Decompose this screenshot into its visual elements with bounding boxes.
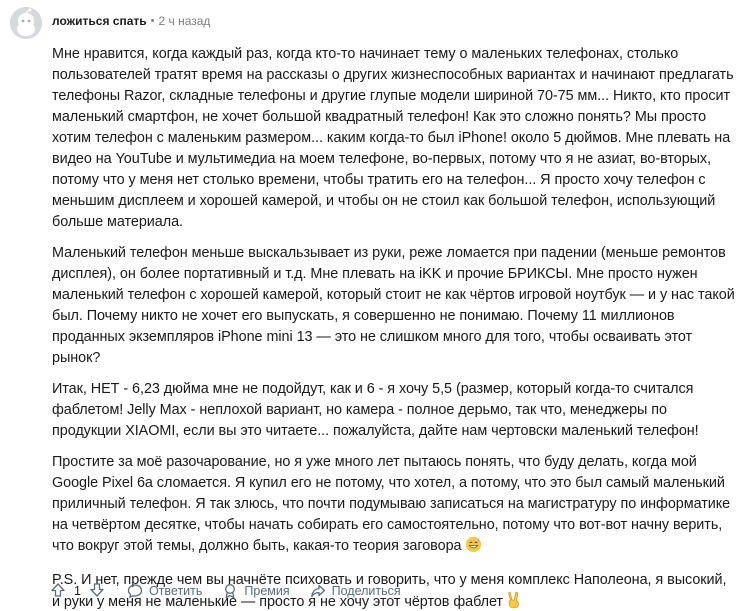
comment-paragraph-with-emoji xyxy=(52,452,736,560)
speech-bubble-icon xyxy=(127,583,143,599)
comment-paragraph: Мне нравится, когда каждый раз, когда кто-то начинает тему о маленьких телефонах, столько пользователей тратят время на рассказы о других жизнеспособных вариантах и начинают предлагать телефоны Razor, складные телефоны и другие глупые модели шириной 70-75 мм... Никто, кто просит маленький смартфон, не хочет большой квадратный телефон! Как это сложно понять? Мы просто хотим телефон с маленьким размером... каким когда-то был iPhone! около 5 дюймов. Мне плевать на видео на YouTube и мультимедиа на моем телефоне, во-первых, потому что я не азиат, во-вторых, потому что у меня нет столько времени, чтобы тратить его на телефон... Я просто хочу телефон с меньшим дисплеем и хорошей камерой, и чтобы он не стоил как большой телефон, использующий больше материала. xyxy=(52,46,734,230)
comment-paragraph: Итак, НЕТ - 6,23 дюйма мне не подойдут, как и 6 - я хочу 5,5 (размер, который когда-то считался фаблетом! Jelly Max - неплохой вариант, но камера - полное дерьмо, так что, менеджеры по продукции XIAOMI, если вы это читаете... пожалуйста, дайте нам чертовски маленький телефон! xyxy=(52,381,699,439)
comment-meta xyxy=(52,14,210,28)
vote-count: 1 xyxy=(74,584,81,598)
vote-group xyxy=(50,582,105,601)
author-name[interactable]: ложиться спать xyxy=(52,14,147,28)
reply-label: Ответить xyxy=(148,584,203,598)
reddit-snoo-avatar-icon xyxy=(10,7,42,39)
comment-actions xyxy=(50,575,421,607)
award-icon xyxy=(222,583,238,599)
comment-header xyxy=(10,6,210,40)
award-label: Премия xyxy=(244,584,290,598)
timestamp[interactable]: 2 ч назад xyxy=(158,14,211,28)
share-label: Поделиться xyxy=(331,584,401,598)
comment-paragraph: P.S. И нет, прежде чем вы начнёте психовать и говорить, что у меня комплекс Наполеона, я высокий, и руки у меня не маленькие — просто я не хочу этот чёртов фаблет xyxy=(52,572,727,610)
victory-hand-emoji-icon xyxy=(507,591,521,611)
comment-paragraph: Маленький телефон меньше выскальзывает из руки, реже ломается при падении (меньше ремонтов дисплея), он более портативный и т.д. Мне плевать на iKK и прочие БРИКСЫ. Мне просто нужен маленький телефон с хорошей камерой, который стоит не как чёртов игровой ноутбук — и у нас такой был. Почему никто не хочет его выпускать, я совершенно не понимаю. Почему 11 миллионов проданных экземпляров iPhone mini 13 — это не слишком много для того, чтобы осваивать этот рынок? xyxy=(52,245,735,366)
reply-button[interactable] xyxy=(127,583,202,599)
share-arrow-icon xyxy=(310,583,326,599)
grinning-sweat-emoji-icon xyxy=(465,536,482,560)
share-button[interactable] xyxy=(310,583,401,599)
award-button[interactable] xyxy=(222,583,289,599)
meta-separator: • xyxy=(150,15,155,27)
comment-paragraph: Простите за моё разочарование, но я уже много лет пытаюсь понять, что буду делать, когда мой Google Pixel 6a сломается. Я купил его не потому, что хотел, а потому, что это был самый маленький приличный телефон. Я так злюсь, что почти подумываю записаться на магистратуру по информатике на четвёртом десятке, чтобы начать собирать его самостоятельно, потому что вот-вот начну верить, что вокруг этой темы, должно быть, какая-то теория заговора xyxy=(52,454,731,554)
avatar[interactable] xyxy=(10,7,42,39)
downvote-arrow-icon[interactable] xyxy=(89,582,105,601)
upvote-arrow-icon[interactable] xyxy=(50,582,66,601)
comment-body xyxy=(52,44,736,611)
